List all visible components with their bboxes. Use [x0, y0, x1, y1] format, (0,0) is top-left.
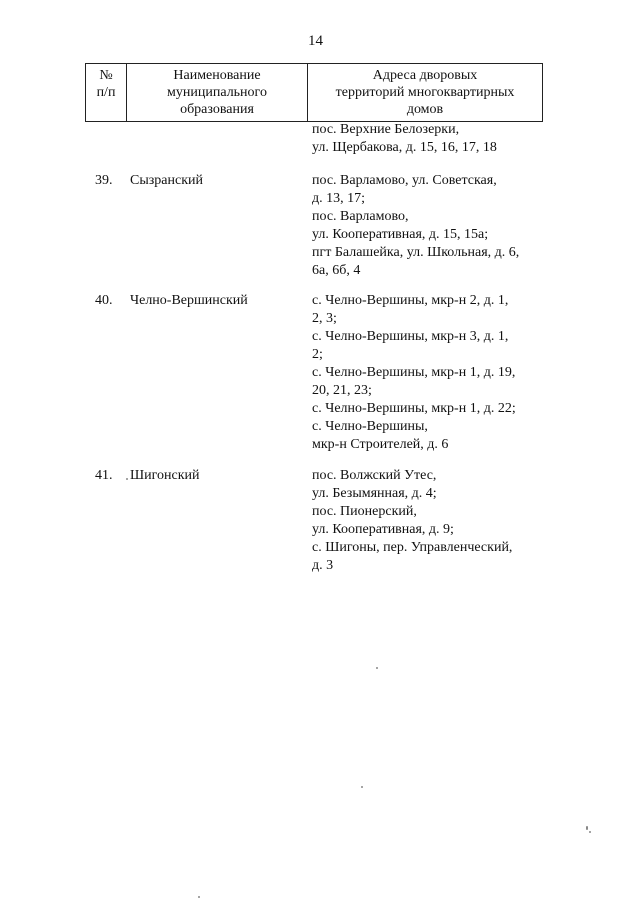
row-number: 40.	[95, 293, 113, 308]
scan-speck	[376, 667, 378, 669]
page-number: 14	[308, 33, 323, 49]
row-number: 41.	[95, 468, 113, 483]
header-col-number: № п/п	[86, 64, 127, 121]
table-header	[85, 63, 543, 122]
scan-speck	[586, 826, 588, 830]
scan-speck	[126, 478, 128, 480]
scan-speck	[198, 896, 200, 898]
continued-address-cell: пос. Верхние Белозерки, ул. Щербакова, д. 15, 16, 17, 18	[312, 122, 497, 155]
address-list: пос. Волжский Утес, ул. Безымянная, д. 4; пос. Пионерский, ул. Кооперативная, д. 9; с. Шигоны, пер. Управленческий, д. 3	[312, 468, 513, 573]
scan-speck	[589, 831, 591, 833]
address-list: пос. Варламово, ул. Советская, д. 13, 17; пос. Варламово, ул. Кооперативная, д. 15, 15а; пгт Балашейка, ул. Школьная, д. 6, 6а, 6б, 4	[312, 173, 520, 278]
row-number: 39.	[95, 173, 113, 188]
municipality-name: Челно-Вершинский	[130, 293, 248, 308]
municipality-name: Сызранский	[130, 173, 203, 188]
address-list: с. Челно-Вершины, мкр-н 2, д. 1, 2, 3; с. Челно-Вершины, мкр-н 3, д. 1, 2; с. Челно-Вершины, мкр-н 1, д. 19, 20, 21, 23; с. Челно-Вершины, мкр-н 1, д. 22; с. Челно-Вершины, мкр-н Строителей, д. 6	[312, 293, 516, 452]
header-col-addresses: Адреса дворовых территорий многоквартирных домов	[335, 68, 515, 117]
municipality-name: Шигонский	[130, 468, 200, 483]
scan-speck	[361, 786, 363, 788]
header-col-municipality: Наименование муниципального образования	[127, 64, 308, 121]
